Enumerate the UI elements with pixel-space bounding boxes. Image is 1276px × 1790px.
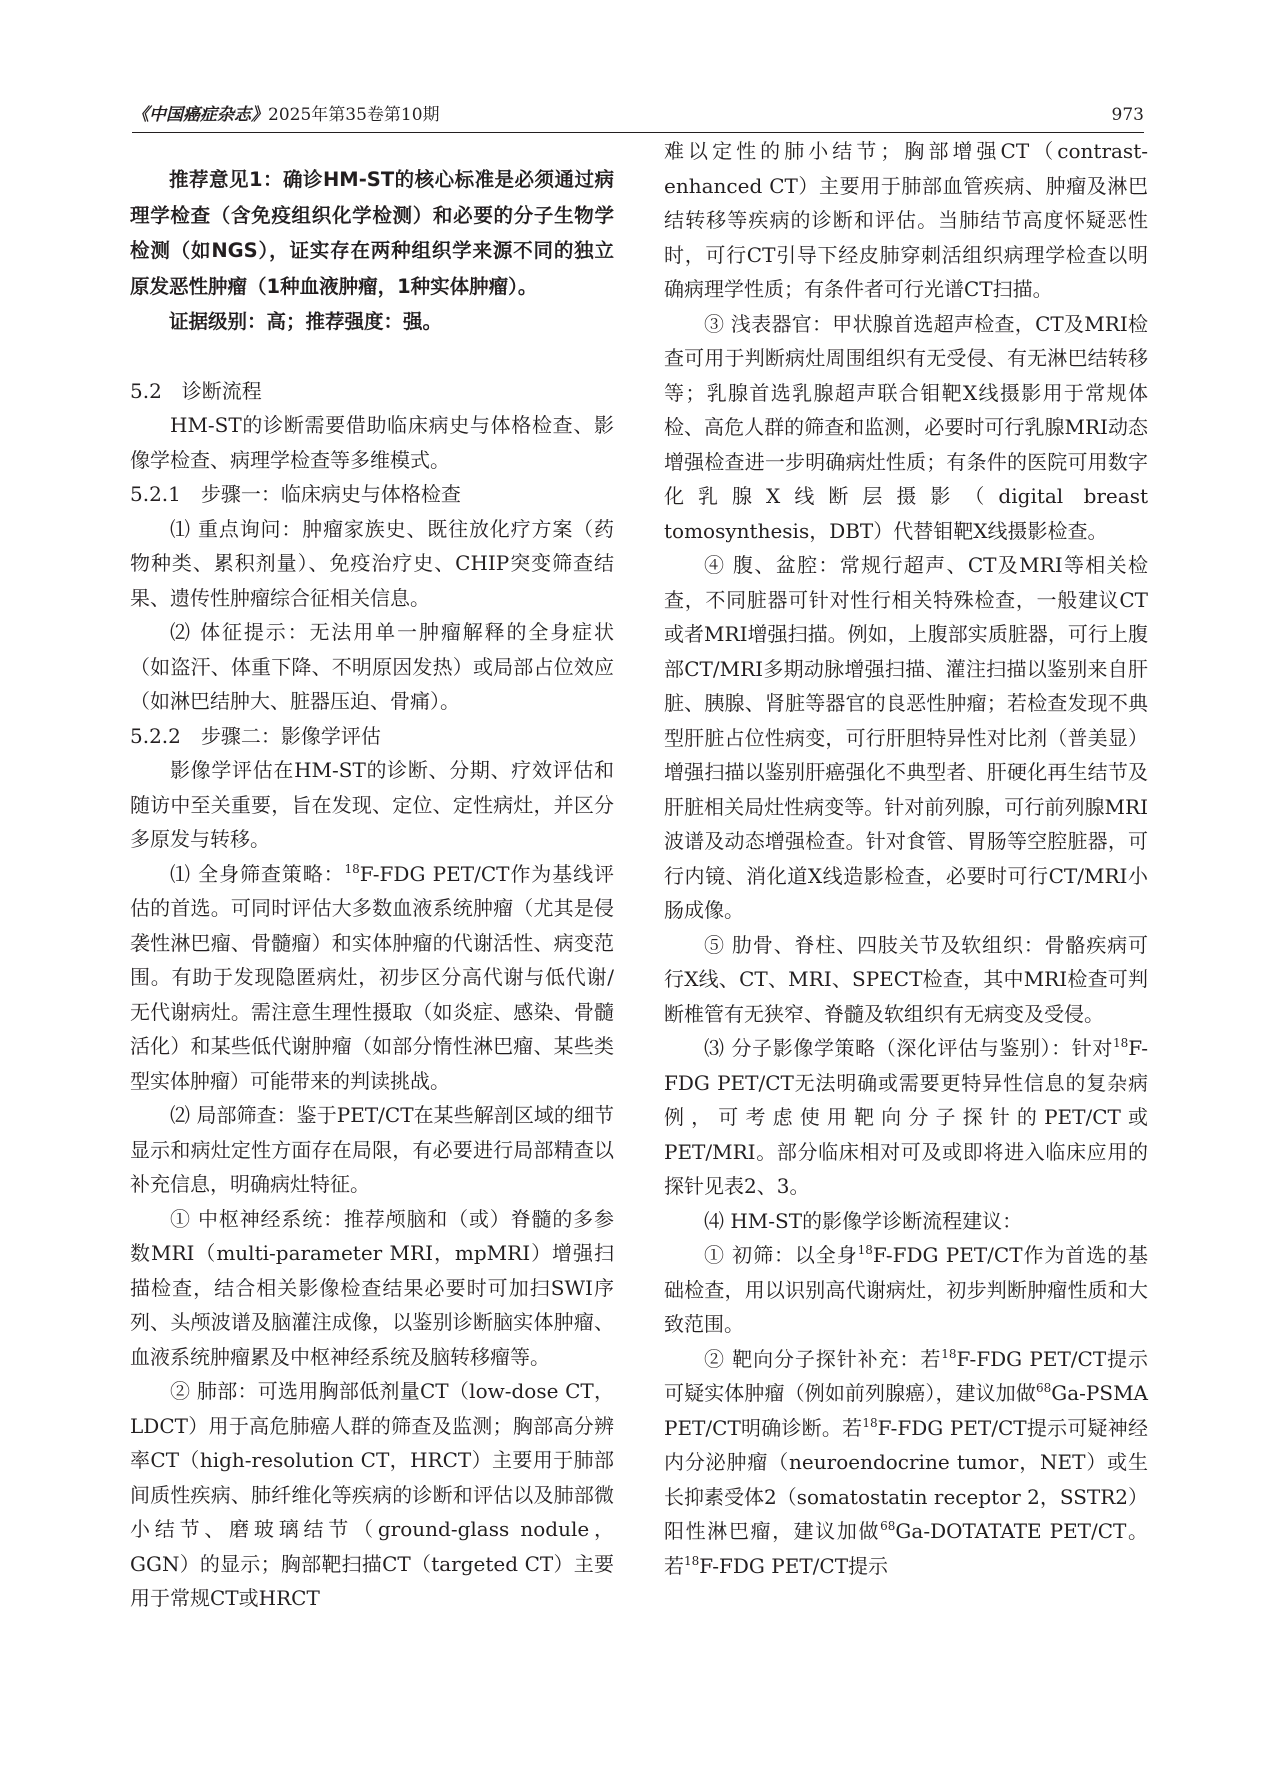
paragraph: ① 中枢神经系统：推荐颅脑和（或）脊髓的多参数MRI（multi-parameter MRI，mpMRI）增强扫描检查，结合相关影像检查结果必要时可加扫SWI序列、头颅波谱及脑灌注成像，以鉴别诊断脑实体肿瘤、血液系统肿瘤累及中枢神经系统及脑转移瘤等。: [130, 1206, 614, 1369]
text-run: Ga-PSMA PET/CT明确诊断。若: [664, 1381, 1148, 1440]
superscript: 68: [1035, 1381, 1052, 1395]
text-run: F-FDG PET/CT提示可疑实体肿瘤（例如前列腺癌），建议加做: [664, 1346, 1148, 1405]
right-column: [664, 134, 1148, 1583]
superscript: 18: [344, 861, 360, 876]
section-heading-5-2: 5.2 诊断流程: [130, 378, 262, 403]
paragraph: ④ 腹、盆腔：常规行超声、CT及MRI等相关检查，不同脏器可针对性行相关特殊检查，一般建议CT或者MRI增强扫描。例如，上腹部实质脏器，可行上腹部CT/MRI多期动脉增强扫描、灌注扫描以鉴别来自肝脏、胰腺、肾脏等器官的良恶性肿瘤；若检查发现不典型肝脏占位性病变，可行肝胆特异性对比剂（普美显）增强扫描以鉴别肝癌强化不典型者、肝硬化再生结节及肝脏相关局灶性病变等。针对前列腺，可行前列腺MRI波谱及动态增强检查。针对食管、胃肠等空腔脏器，可行内镜、消化道X线造影检查，必要时可行CT/MRI小肠成像。: [664, 553, 1148, 922]
text-run: ① 初筛：以全身: [704, 1243, 858, 1267]
text-run: F-FDG PET/CT提示: [699, 1553, 889, 1578]
text-run: ⑴ 全身筛查策略：: [170, 861, 345, 886]
running-header: [132, 101, 1144, 129]
paragraph-continued: 难以定性的肺小结节；胸部增强CT（contrast-enhanced CT）主要用于肺部血管疾病、肿瘤及淋巴结转移等疾病的诊断和评估。当肺结节高度怀疑恶性时，可行CT引导下经皮肺穿刺活组织病理学检查以明确病理学性质；有条件者可行光谱CT扫描。: [664, 139, 1148, 301]
header-divider: [132, 132, 1144, 133]
superscript: 18: [941, 1346, 957, 1361]
paragraph: ⑷ HM-ST的影像学诊断流程建议：: [704, 1208, 1023, 1233]
superscript: 18: [684, 1553, 700, 1568]
paragraph: HM-ST的诊断需要借助临床病史与体格检查、影像学检查、病理学检查等多维模式。: [130, 413, 614, 472]
journal-name: 《中国癌症杂志》: [132, 105, 268, 125]
text-run: F-FDG PET/CT作为首选的基础检查，用以识别高代谢病灶，初步判断肿瘤性质和大致范围。: [664, 1243, 1148, 1336]
text-run: F-FDG PET/CT作为基线评估的首选。可同时评估大多数血液系统肿瘤（尤其是侵袭性淋巴瘤、骨髓瘤）和实体肿瘤的代谢活性、病变范围。有助于发现隐匿病灶，初步区分高代谢与低代谢/无代谢病灶。需注意生理性摄取（如炎症、感染、骨髓活化）和某些低代谢肿瘤（如部分惰性淋巴瘤、某些类型实体肿瘤）可能带来的判读挑战。: [130, 861, 614, 1093]
section-heading-5-2-2: 5.2.2 步骤二：影像学评估: [130, 723, 381, 748]
superscript: 18: [862, 1415, 878, 1430]
text-run: ② 靶向分子探针补充：若: [704, 1346, 942, 1371]
superscript: 68: [880, 1519, 896, 1533]
paragraph: [664, 1342, 1148, 1584]
evidence-level: 证据级别：高；推荐强度：强。: [169, 310, 443, 333]
page-number: 973: [1111, 105, 1144, 125]
section-heading-5-2-1: 5.2.1 步骤一：临床病史与体格检查: [130, 482, 461, 506]
paragraph: ⑤ 肋骨、脊柱、四肢关节及软组织：骨骼疾病可行X线、CT、MRI、SPECT检查，其中MRI检查可判断椎管有无狭窄、脊髓及软组织有无病变及受侵。: [664, 932, 1148, 1026]
text-run: F-FDG PET/CT无法明确或需要更特异性信息的复杂病例，可考虑使用靶向分子探针的PET/CT或PET/MRI。部分临床相对可及或即将进入临床应用的探针见表2、3。: [664, 1036, 1148, 1198]
paragraph: ② 肺部：可选用胸部低剂量CT（low-dose CT，LDCT）用于高危肺癌人群的筛查及监测；胸部高分辨率CT（high-resolution CT，HRCT）主要用于肺部间质性疾病、肺纤维化等疾病的诊断和评估以及肺部微小结节、磨玻璃结节（ground-glass nodule，GGN）的显示；胸部靶扫描CT（targeted CT）主要用于常规CT或HRCT: [130, 1379, 614, 1610]
paragraph: ⑵ 局部筛查：鉴于PET/CT在某些解剖区域的细节显示和病灶定性方面存在局限，有必要进行局部精查以补充信息，明确病灶特征。: [130, 1103, 614, 1196]
journal-citation: [132, 101, 440, 129]
paragraph: [664, 1238, 1148, 1342]
paragraph: ⑴ 重点询问：肿瘤家族史、既往放化疗方案（药物种类、累积剂量）、免疫治疗史、CHIP突变筛查结果、遗传性肿瘤综合征相关信息。: [130, 516, 614, 610]
superscript: 18: [1112, 1036, 1129, 1050]
paragraph: ③ 浅表器官：甲状腺首选超声检查，CT及MRI检查可用于判断病灶周围组织有无受侵、有无淋巴结转移等；乳腺首选乳腺超声联合钼靶X线摄影用于常规体检、高危人群的筛查和监测，必要时可行乳腺MRI动态增强检查进一步明确病灶性质；有条件的医院可用数字化乳腺X线断层摄影（digital breast tomosynthesis，DBT）代替钼靶X线摄影检查。: [664, 311, 1148, 543]
paragraph: 影像学评估在HM-ST的诊断、分期、疗效评估和随访中至关重要，旨在发现、定位、定性病灶，并区分多原发与转移。: [130, 758, 614, 851]
superscript: 18: [857, 1243, 873, 1257]
paragraph: ⑵ 体征提示：无法用单一肿瘤解释的全身症状（如盗汗、体重下降、不明原因发热）或局部占位效应（如淋巴结肿大、脏器压迫、骨痛）。: [130, 620, 614, 713]
text-run: Ga-DOTATATE PET/CT。若: [664, 1519, 1149, 1578]
paragraph: [664, 1031, 1148, 1204]
recommendation-1: 推荐意见1：确诊HM-ST的核心标准是必须通过病理学检查（含免疫组织化学检测）和必要的分子生物学检测（如NGS），证实存在两种组织学来源不同的独立原发恶性肿瘤（1种血液肿瘤，1种实体肿瘤）。: [130, 168, 614, 298]
left-column: [130, 134, 614, 1616]
text-run: ⑶ 分子影像学策略（深化评估与鉴别）：针对: [704, 1036, 1113, 1060]
text-run: F-FDG PET/CT提示可疑神经内分泌肿瘤（neuroendocrine tumor，NET）或生长抑素受体2（somatostatin receptor 2，SSTR2）阳性淋巴瘤，建议加做: [664, 1415, 1149, 1543]
paragraph: [130, 857, 614, 1099]
journal-issue: 2025年第35卷第10期: [268, 105, 440, 125]
